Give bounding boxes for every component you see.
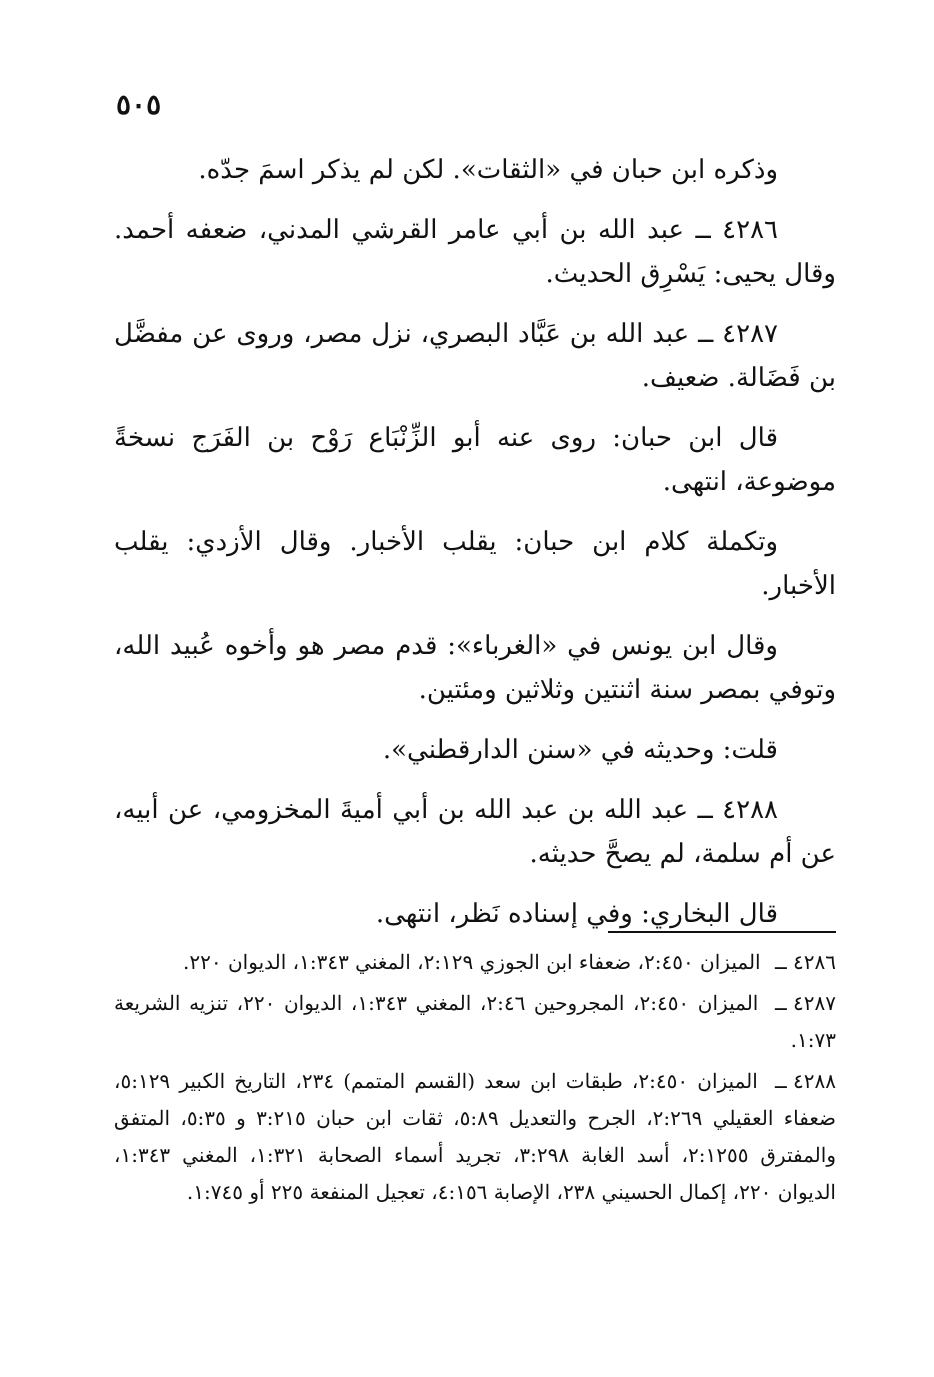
footnote-4287 [114, 985, 836, 1059]
entry-4288 [114, 788, 836, 876]
footnote-4286 [114, 944, 836, 981]
entry-text: عبد الله بن عبد الله بن أبي أميةَ المخزومي، عن أبيه، عن أم سلمة، لم يصحَّ حديثه. [114, 795, 836, 869]
paragraph [114, 728, 836, 772]
entry-text: عبد الله بن عَبَّاد البصري، نزل مصر، وروى عن مفضَّل بن فَضَالة. ضعيف. [114, 319, 836, 393]
entry-4286 [114, 208, 836, 296]
paragraph [114, 520, 836, 608]
paragraph [114, 148, 836, 192]
footnote-text: الميزان ٢:٤٥٠، المجروحين ٢:٤٦، المغني ١:٣٤٣، الديوان ٢٢٠، تنزيه الشريعة ١:٧٣. [114, 991, 836, 1052]
main-text [114, 148, 836, 952]
entry-number: ٤٢٨٨ ــ [697, 795, 779, 825]
paragraph [114, 892, 836, 936]
footnote-text: الميزان ٢:٤٥٠، طبقات ابن سعد (القسم المتمم) ٢٣٤، التاريخ الكبير ٥:١٢٩، ضعفاء العقيلي ٢:٢٦٩، الجرح والتعديل ٥:٨٩، ثقات ابن حبان ٣:٢١٥ و ٥:٣٥، المتفق والمفترق ٢:١٢٥٥، أسد الغابة ٣:٢٩٨، تجريد أسماء الصحابة ١:٣٢١، المغني ١:٣٤٣، الديوان ٢٢٠، إكمال الحسيني ٢٣٨، الإصابة ٤:١٥٦، تعجيل المنفعة ٢٢٥ أو ١:٧٤٥. [114, 1069, 836, 1204]
paragraph [114, 624, 836, 712]
entry-text: عبد الله بن أبي عامر القرشي المدني، ضعفه أحمد. وقال يحيى: يَسْرِق الحديث. [114, 215, 836, 289]
page-number: ٥٠٥ [116, 88, 162, 121]
entry-number: ٤٢٨٦ ــ [695, 215, 779, 245]
paragraph-text: قال البخاري: وفي إسناده نَظر، انتهى. [375, 899, 778, 929]
paragraph [114, 416, 836, 504]
footnote-text: الميزان ٢:٤٥٠، ضعفاء ابن الجوزي ٢:١٢٩، المغني ١:٣٤٣، الديوان ٢٢٠. [183, 950, 761, 974]
entry-number: ٤٢٨٧ ــ [698, 319, 779, 349]
footnote-number: ٤٢٨٦ ــ [774, 950, 836, 974]
entry-4287 [114, 312, 836, 400]
footnotes [114, 944, 836, 1215]
paragraph-text: وذكره ابن حبان في «الثقات». لكن لم يذكر اسمَ جدّه. [198, 155, 778, 185]
paragraph-text: قلت: وحديثه في «سنن الدارقطني». [382, 735, 778, 765]
paragraph-text: قال ابن حبان: روى عنه أبو الزِّنْبَاع رَوْح بن الفَرَج نسخةً موضوعة، انتهى. [114, 423, 836, 497]
footnote-4288 [114, 1063, 836, 1211]
paragraph-text: وقال ابن يونس في «الغرباء»: قدم مصر هو وأخوه عُبيد الله، وتوفي بمصر سنة اثنتين وثلاثين ومئتين. [114, 631, 836, 705]
footnote-number: ٤٢٨٨ ــ [774, 1069, 837, 1093]
footnote-divider [608, 931, 836, 933]
footnote-number: ٤٢٨٧ ــ [774, 991, 837, 1015]
paragraph-text: وتكملة كلام ابن حبان: يقلب الأخبار. وقال الأزدي: يقلب الأخبار. [114, 527, 836, 601]
